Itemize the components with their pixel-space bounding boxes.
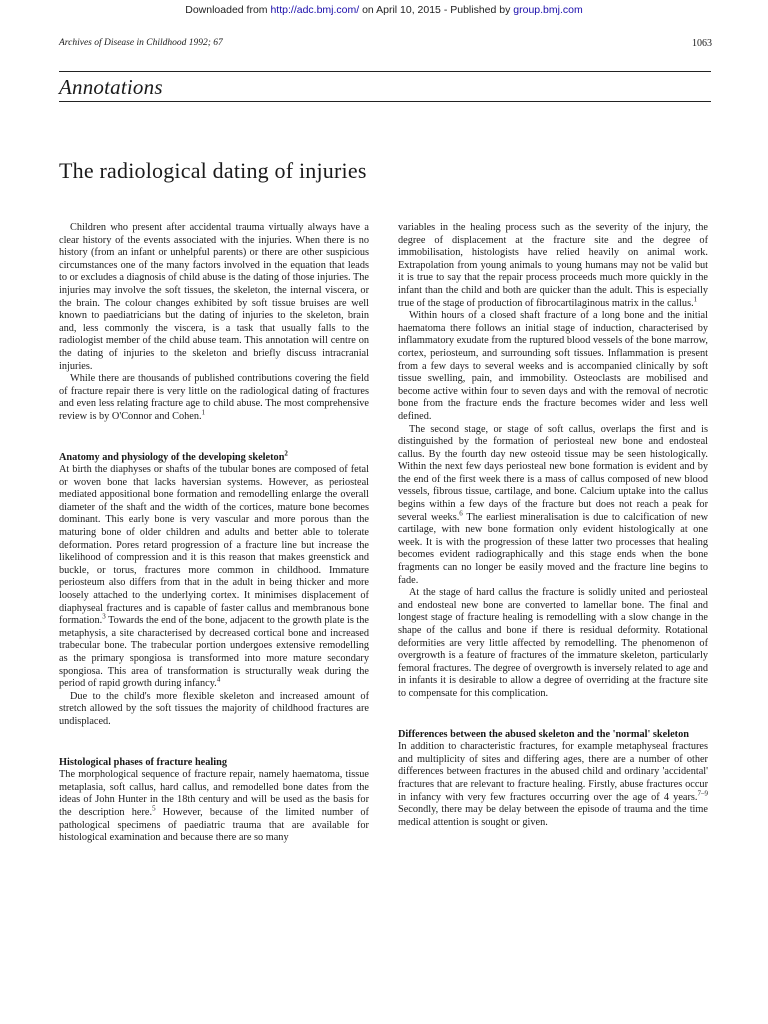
paragraph: Within hours of a closed shaft fracture of a long bone and the initial haematoma there follows an initial stage of induction, characterised by inflammatory exudate from the ruptured blood vessels of the bone marrow, cortex, periosteum, and surrounding soft tissues. Inflammation is present from a few days to several weeks and is accompanied clinically by soft tissue swelling, pain, and immobility. Osteoclasts are mobilised and become active within four to seven days and with the removal of necrotic bone from the fracture ends the fracture becomes wider and less well defined. <box>398 310 708 422</box>
paragraph: The morphological sequence of fracture repair, namely haematoma, tissue metaplasia, soft callus, hard callus, and remodelled bone dates from the ideas of John Hunter in the 18th century and will be used as the basis for the description here.$^5$ However, because of the limited number of pathological specimens of paediatric trauma that are available for histological examination and because there are so many <box>59 769 369 844</box>
reference-marker: 4 <box>216 675 221 684</box>
reference-marker: 7–9 <box>697 789 708 798</box>
paragraph: While there are thousands of published contributions covering the field of fracture repair there is very little on the radiological dating of fractures and even less relating fracture age to child abuse. The most comprehensive review is by O'Connor and Cohen.$^1$ <box>59 373 369 422</box>
article-title: The radiological dating of injuries <box>59 158 367 183</box>
journal-citation: Archives of Disease in Childhood 1992; 67 <box>59 38 223 48</box>
page-number: 1063 <box>692 38 712 49</box>
group-link[interactable]: group.bmj.com <box>513 4 583 16</box>
reference-marker: 5 <box>152 804 156 813</box>
section-heading: Annotations <box>59 75 163 99</box>
paragraph: The second stage, or stage of soft callus, overlaps the first and is distinguished by the formation of periosteal new bone and endosteal callus. By the fourth day new osteoid tissue may be seen histologically. Within the next few days periosteal new bone formation is evident and by the end of the first week there is a mass of callus composed of new blood vessels, fibrous tissue, cartilage, and bone. Calcium uptake into the callus begins within a few days of the fracture but does not reach a peak for several weeks.$^6$ The earliest mineralisation is due to calcification of new cartilage, with new bone formation only evident histologically at one week. It is with the progression of these latter two processes that healing becomes evident radiographically and this stage ends when the bone fragments can no longer be easily moved and the fracture line begins to fade. <box>398 423 709 586</box>
site-link[interactable]: http://adc.bmj.com/ <box>270 4 360 16</box>
reference-marker: 3 <box>102 612 106 621</box>
reference-marker: 1 <box>201 408 206 417</box>
paragraph: Due to the child's more flexible skeleton and increased amount of stretch allowed by the soft tissues the majority of childhood fractures are undisplaced. <box>59 690 369 727</box>
paragraph: Children who present after accidental trauma virtually always have a clear history of the events associated with the injuries. When there is no history (from an infant or unhelpful parents) or there are other suspicious circumstances one of the many factors involved in the equation that leads to or excludes a diagnosis of child abuse is the dating of those injuries. The injuries may involve the soft tissues, the skeleton, the internal viscera, or the brain. The colour changes exhibited by soft tissue bruises are well known to paediatricians but the dating of injuries to the skeleton, brain and, less commonly the viscera, is a task that usually falls to the radiologist member of the child abuse team. This annotation will centre on the dating of injuries to the skeleton and briefly discuss intracranial injuries. <box>59 222 369 372</box>
reference-marker: 6 <box>459 509 463 518</box>
subsection-heading: Histological phases of fracture healing <box>59 756 227 768</box>
subsection-heading: Anatomy and physiology of the developing skeleton$^2$ <box>59 449 288 463</box>
paragraph: At the stage of hard callus the fracture is solidly united and periosteal and endosteal new bone are converted to lamellar bone. The final and longest stage of fracture healing is remodelling with a slow change in the shape of the callus and bone if there is residual deformity. Rotational deformities are very little affected by remodelling. The phenomenon of overgrowth is a feature of fractures of the immature skeleton, particularly femoral fractures. The degree of overgrowth is inversely related to age and in infants it is desirable to allow a degree of overriding at the fracture site to compensate for this complication. <box>398 587 708 699</box>
paragraph: variables in the healing process such as the severity of the injury, the degree of displacement at the fracture site and the degree of immobilisation, histologists have relied heavily on animal work. Extrapolation from young animals to young humans may not be valid but it is true to say that the repair process proceeds much more quickly in the infant than the child and both are quicker than the adult. This is especially true of the stage of production of fibrocartilaginous matrix in the callus.$^1$ <box>398 222 708 309</box>
reference-marker: 1 <box>693 295 698 304</box>
left-column <box>59 222 369 845</box>
subsection-heading: Differences between the abused skeleton and the 'normal' skeleton <box>398 728 689 740</box>
paragraph: At birth the diaphyses or shafts of the tubular bones are composed of fetal or woven bone that lacks haversian systems. However, as periosteal mediated appositional bone formation and remodelling enlarge the overall diameter of the shaft and the width of the cortices, mature bone becomes dominant. This early bone is very vascular and more porous than the maturing bone of older children and adults and better able to tolerate deformation. Pores retard progression of a fracture line but increase the likelihood of compression and it is this reason that makes greenstick and buckle, or torus, fractures more common in childhood. Immature periosteum also differs from that in the adult in being thicker and more loosely attached to the underlying cortex. It minimises displacement of diaphyseal fractures and is capable of faster callus and membranous bone formation.$^3$ Towards the end of the bone, adjacent to the growth plate is the metaphysis, a site characterised by decreased cortical bone and increased trabecular bone. The trabecular portion undergoes extensive remodelling as the primary spongiosa is transformed into more mature secondary spongiosa. This area of transformation is structurally weak during the period of rapid growth during infancy.$^4$ <box>59 464 369 690</box>
section-rule <box>59 101 711 102</box>
download-middle: on April 10, 2015 - Published by <box>359 4 514 16</box>
right-column <box>398 222 708 829</box>
reference-marker: 2 <box>284 449 288 458</box>
download-banner <box>0 4 768 16</box>
top-rule <box>59 71 711 72</box>
download-prefix: Downloaded from <box>185 4 271 16</box>
paragraph: In addition to characteristic fractures, for example metaphyseal fractures and multiplicity of sites and differing ages, there are a number of other differences between fractures in the abused child and ordinary 'accidental' fractures that are relevant to fracture healing. Firstly, abuse fractures occur in infancy with very few fractures occurring over the age of 4 years.$^{7-9}$ Secondly, there may be delay between the episode of trauma and the time medical attention is sought or given. <box>398 741 708 828</box>
